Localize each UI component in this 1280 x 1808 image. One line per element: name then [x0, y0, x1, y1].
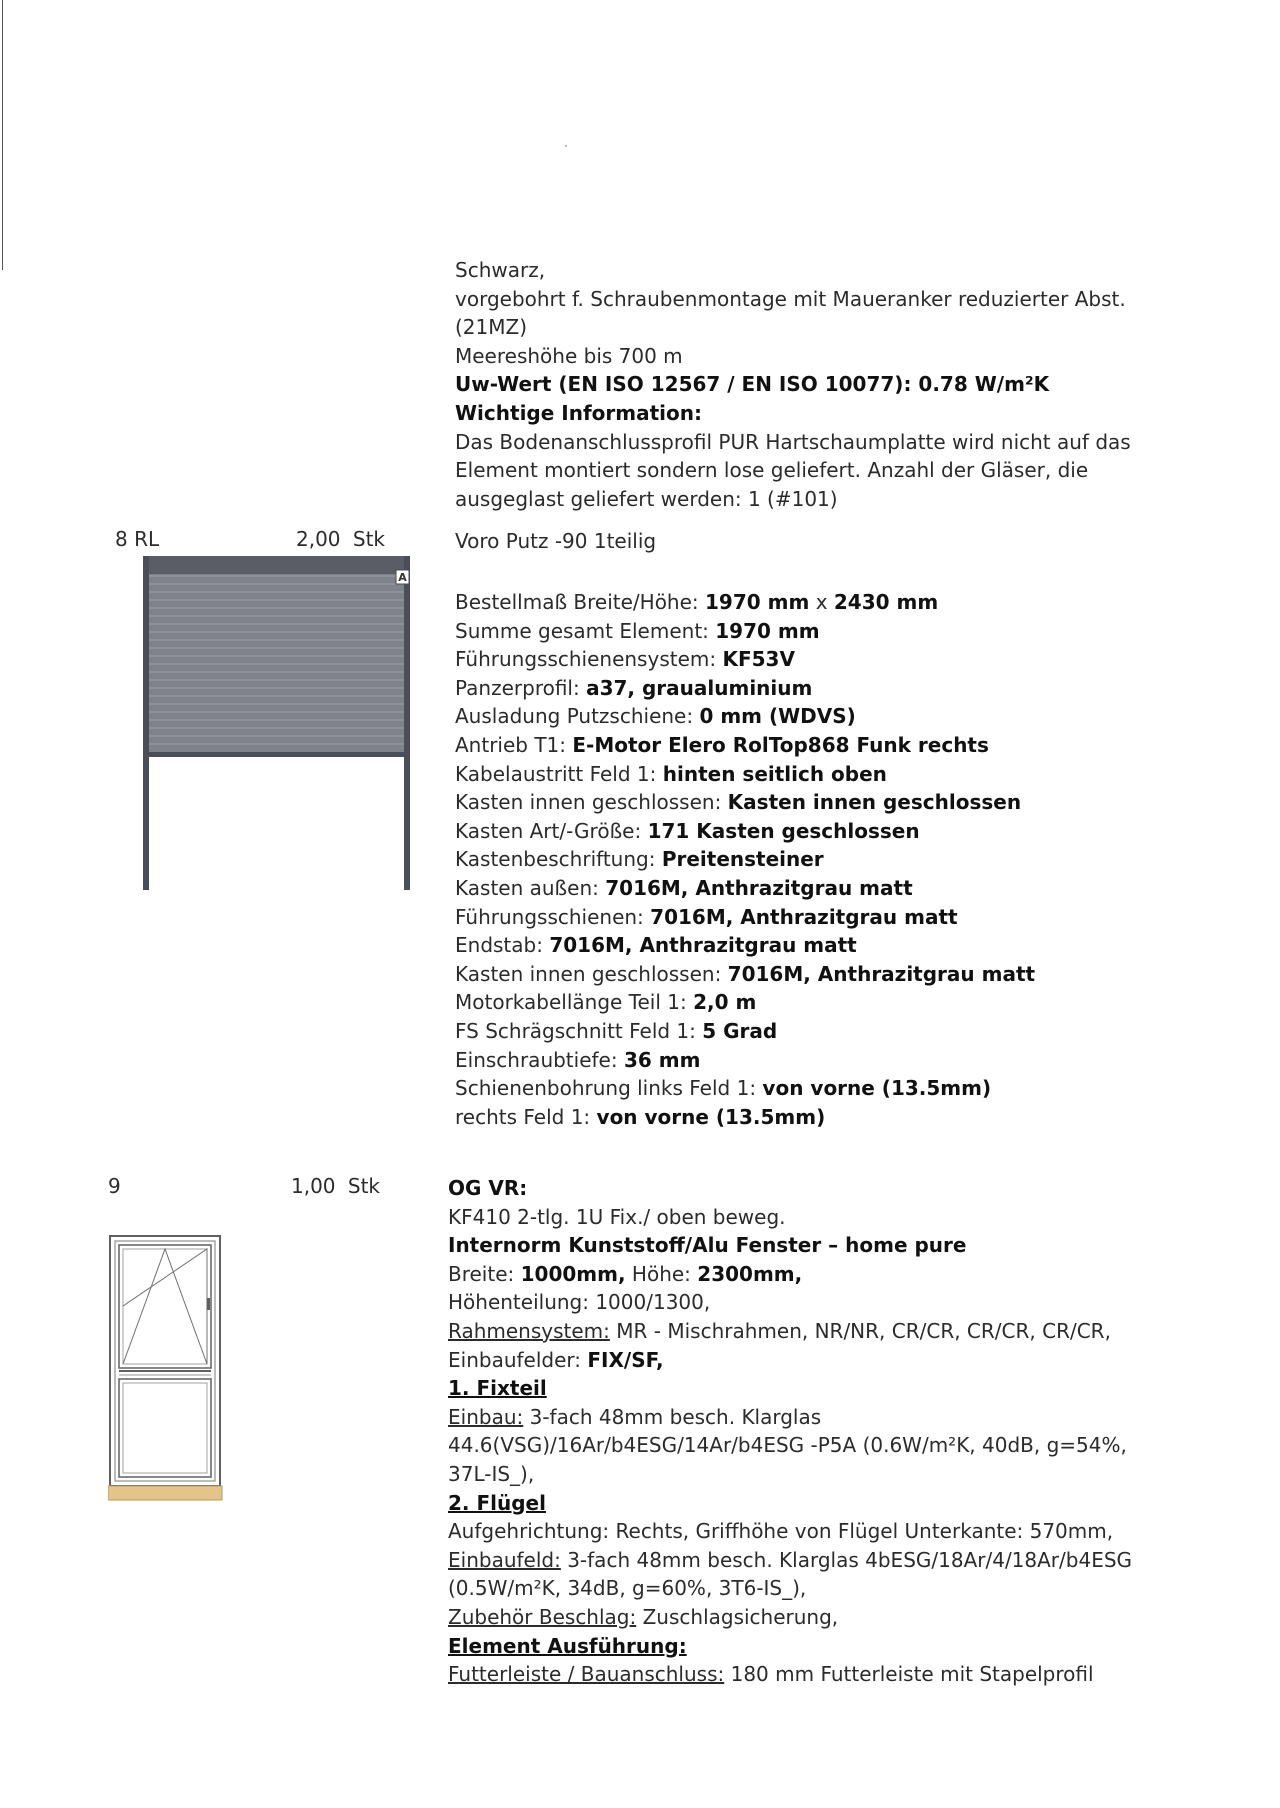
spec-value: 7016M, Anthrazitgrau matt — [650, 904, 958, 929]
spec-label: Bestellmaß Breite/Höhe: — [455, 590, 699, 614]
opening-direction: Aufgehrichtung: Rechts, Griffhöhe von Flügel Unterkante: 570mm, — [448, 1519, 1114, 1544]
uw-value: Uw-Wert (EN ISO 12567 / EN ISO 10077): 0.78 W/m²K — [455, 372, 1050, 397]
spec-row — [455, 988, 1215, 1017]
spec-label: Kasten innen geschlossen: — [455, 961, 722, 986]
spec-value: 7016M, Anthrazitgrau matt — [549, 933, 857, 958]
spec-label: Summe gesamt Element: — [455, 618, 709, 643]
spec-row — [455, 1103, 1215, 1132]
spec-value: 5 Grad — [702, 1018, 778, 1043]
spec-label: FS Schrägschnitt Feld 1: — [455, 1018, 696, 1043]
spec-value: von vorne (13.5mm) — [596, 1104, 826, 1129]
guide-rail-left — [143, 556, 149, 890]
glazing-text: 3-fach 48mm besch. Klarglas 4bESG/18Ar/4/18Ar/b4ESG — [567, 1547, 1133, 1572]
spec-value: 1970 mm — [705, 590, 810, 614]
item-position: 9 — [108, 1174, 121, 1198]
info-line: Element montiert sondern lose geliefert. Anzahl der Gläser, die — [455, 458, 1089, 483]
spec-row — [455, 874, 1215, 903]
spec-label: Führungsschienen: — [455, 904, 644, 929]
sash-title: 2. Flügel — [448, 1490, 546, 1515]
spec-label: Einschraubtiefe: — [455, 1047, 618, 1072]
fittings-text: Zuschlagsicherung, — [642, 1604, 839, 1629]
spec-label: Kasten Art/-Größe: — [455, 818, 642, 843]
spec-row — [455, 845, 1215, 874]
spec-label: Kasten innen geschlossen: — [455, 790, 722, 815]
spec-row — [455, 1017, 1215, 1046]
spec-row — [455, 674, 1215, 703]
fixed-part-glazing — [448, 1403, 1208, 1432]
item-position: 8 RL — [115, 527, 160, 551]
fixed-part-glazing-line: 44.6(VSG)/16Ar/b4ESG/14Ar/b4ESG -P5A (0.6W/m²K, 40dB, g=54%, — [448, 1433, 1127, 1458]
item-title — [455, 527, 1215, 556]
quantity-unit: Stk — [347, 1174, 381, 1198]
spec-value: von vorne (13.5mm) — [762, 1076, 992, 1101]
type-line: KF410 2-tlg. 1U Fix./ oben beweg. — [448, 1204, 786, 1229]
spec-row — [455, 788, 1215, 817]
item-heading: OG VR: — [448, 1176, 528, 1200]
guide-rail-right — [404, 556, 410, 890]
spec-value: 7016M, Anthrazitgrau matt — [605, 875, 913, 900]
item-title-text: Voro Putz -90 1teilig — [455, 529, 657, 553]
frame-system-label: Rahmensystem: — [448, 1318, 610, 1343]
spec-label: Führungsschienensystem: — [455, 647, 717, 672]
scan-speck — [565, 145, 567, 147]
fittings-label: Zubehör Beschlag: — [448, 1604, 637, 1629]
spec-value: 7016M, Anthrazitgrau matt — [727, 961, 1036, 986]
width-label: Breite: — [448, 1261, 515, 1286]
info-title: Wichtige Information: — [455, 400, 702, 425]
spec-row — [455, 1074, 1215, 1103]
spec-value: 1970 mm — [715, 618, 820, 643]
spec-row — [455, 731, 1215, 760]
spec-row — [455, 645, 1215, 674]
window-specs — [448, 1174, 1208, 1689]
spec-label: Kastenbeschriftung: — [455, 847, 656, 872]
execution-title: Element Ausführung: — [448, 1633, 687, 1658]
spec-row — [455, 588, 1215, 617]
spec-value: 0 mm (WDVS) — [699, 704, 856, 729]
spec-label: Endstab: — [455, 933, 543, 958]
intro-line: (21MZ) — [455, 315, 528, 340]
spec-value: E-Motor Elero RolTop868 Funk rechts — [572, 732, 989, 757]
spec-value: 2430 mm — [833, 590, 939, 614]
info-line: ausgeglast geliefert werden: 1 (#101) — [455, 486, 838, 511]
sash-glazing-line: (0.5W/m²K, 34dB, g=60%, 3T6-IS_), — [448, 1576, 807, 1601]
install-fields-label: Einbaufelder: — [448, 1347, 582, 1372]
spec-value: Preitensteiner — [661, 847, 824, 872]
item-quantity — [291, 1174, 380, 1198]
spec-row — [455, 931, 1215, 960]
window-outer-frame — [110, 1236, 220, 1486]
fixed-part-glazing-line: 37L-IS_), — [448, 1461, 535, 1486]
window-sill — [108, 1486, 222, 1500]
fittings — [448, 1603, 1208, 1632]
quantity-value: 1,00 — [291, 1174, 336, 1198]
spec-row — [455, 617, 1215, 646]
spec-value: hinten seitlich oben — [662, 761, 887, 786]
previous-item-continuation — [455, 256, 1215, 513]
spec-label: Panzerprofil: — [455, 675, 580, 700]
item-quantity — [296, 527, 385, 551]
page-margin-line — [2, 0, 3, 270]
spec-separator: x — [815, 590, 828, 614]
spec-label: Schienenbohrung links Feld 1: — [455, 1076, 757, 1101]
spec-row — [455, 903, 1215, 932]
shutter-box — [143, 556, 410, 574]
height-label: Höhe: — [631, 1261, 691, 1286]
spec-value: 171 Kasten geschlossen — [647, 818, 920, 843]
fixed-part-title: 1. Fixteil — [448, 1376, 547, 1401]
intro-line: Schwarz, — [455, 258, 546, 282]
install-fields-value: FIX/SF, — [587, 1347, 664, 1372]
window-handle-icon — [207, 1298, 210, 1310]
shutter-curtain — [143, 559, 410, 755]
spec-value: Kasten innen geschlossen — [727, 790, 1022, 815]
intro-line: Meereshöhe bis 700 m — [455, 343, 683, 368]
glazing-text: 3-fach 48mm besch. Klarglas — [529, 1404, 822, 1429]
lining-text: 180 mm Futterleiste mit Stapelprofil — [730, 1662, 1094, 1687]
height-value: 2300mm, — [697, 1261, 803, 1286]
product-name: Internorm Kunststoff/Alu Fenster – home pure — [448, 1233, 967, 1258]
info-line: Das Bodenanschlussprofil PUR Hartschaumplatte wird nicht auf das — [455, 429, 1131, 454]
spec-row — [455, 817, 1215, 846]
roller-shutter-drawing — [140, 556, 415, 892]
spec-label: rechts Feld 1: — [455, 1104, 591, 1129]
frame-system-text: MR - Mischrahmen, NR/NR, CR/CR, CR/CR, CR/CR, — [616, 1318, 1111, 1343]
width-value: 1000mm, — [520, 1261, 626, 1286]
spec-label: Kabelaustritt Feld 1: — [455, 761, 657, 786]
spec-label: Ausladung Putzschiene: — [455, 704, 694, 729]
spec-value: a37, graualuminium — [586, 675, 813, 700]
glazing-label: Einbaufeld: — [448, 1547, 561, 1572]
spec-value: KF53V — [722, 647, 795, 672]
spec-row — [455, 702, 1215, 731]
spec-value: 2,0 m — [693, 990, 757, 1015]
spec-label: Kasten außen: — [455, 875, 599, 900]
spec-row — [455, 960, 1215, 989]
size-line — [448, 1260, 1208, 1289]
install-fields — [448, 1346, 1208, 1375]
spec-label: Motorkabellänge Teil 1: — [455, 990, 687, 1015]
glazing-label: Einbau: — [448, 1404, 524, 1429]
shutter-end-bar — [143, 752, 410, 757]
spec-row — [455, 1046, 1215, 1075]
spec-value: 36 mm — [623, 1047, 701, 1072]
spec-row — [455, 760, 1215, 789]
frame-system — [448, 1317, 1208, 1346]
lining-strip — [448, 1660, 1208, 1689]
quantity-unit: Stk — [352, 527, 386, 551]
window-drawing — [108, 1234, 224, 1506]
sash-glazing — [448, 1546, 1208, 1575]
intro-line: vorgebohrt f. Schraubenmontage mit Maueranker reduzierter Abst. — [455, 286, 1126, 311]
spec-label: Antrieb T1: — [455, 732, 567, 757]
view-badge-label: A — [398, 571, 407, 584]
quantity-value: 2,00 — [296, 527, 341, 551]
height-division: Höhenteilung: 1000/1300, — [448, 1290, 711, 1315]
lining-label: Futterleiste / Bauanschluss: — [448, 1662, 725, 1687]
shutter-specs — [455, 588, 1215, 1131]
